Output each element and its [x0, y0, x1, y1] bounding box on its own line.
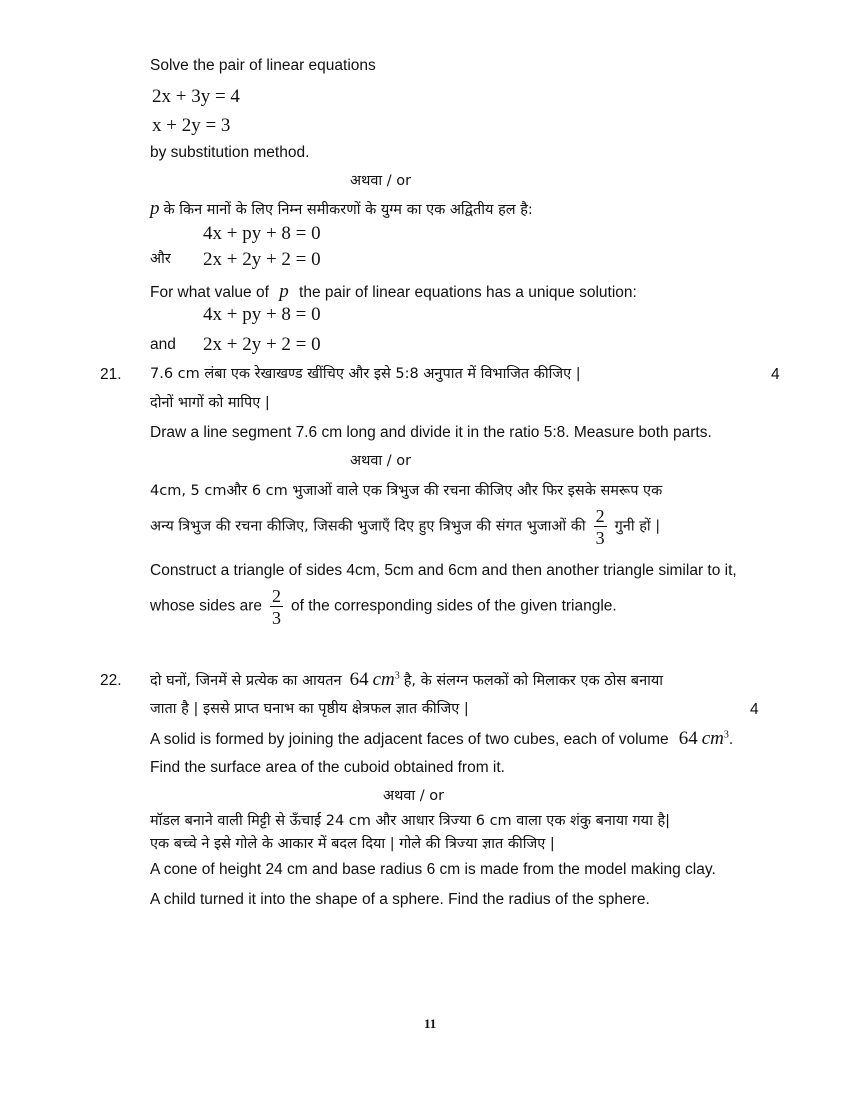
q22-alt-english-line-1: A cone of height 24 cm and base radius 6 cm is made from the model making clay. [150, 861, 716, 878]
q21-alt-en-line-2-after: of the corresponding sides of the given triangle. [291, 597, 617, 615]
q20-equation-2: x + 2y = 3 [152, 115, 231, 136]
q21-hindi-line-1: 7.6 cm लंबा एक रेखाखण्ड खींचिए और इसे 5:8 अनुपात में विभाजित कीजिए | [150, 366, 581, 382]
q22-alt-hindi-line-1: मॉडल बनाने वाली मिट्टी से ऊँचाई 24 cm और आधार त्रिज्या 6 cm वाला एक शंकु बनाया गया है| [150, 813, 671, 829]
q21-alt-english-line-1: Construct a triangle of sides 4cm, 5cm and 6cm and then another triangle similar to it, [150, 562, 737, 579]
volume-value: 64 [349, 669, 369, 690]
and-label: and [150, 336, 176, 353]
fraction-numerator: 2 [595, 506, 605, 526]
q20-alt-en-after: the pair of linear equations has a unique solution: [299, 284, 637, 301]
q22-hindi-line-2: जाता है | इससे प्राप्त घनाभ का पृष्ठीय क्षेत्रफल ज्ञात कीजिए | [150, 701, 469, 717]
volume-unit: cm [372, 669, 395, 690]
or-divider: अथवा / or [350, 453, 412, 469]
q20-intro: Solve the pair of linear equations [150, 57, 376, 74]
q21-alt-en-line-2-before: whose sides are [150, 597, 263, 615]
volume-value: 64 [678, 728, 698, 749]
q22-hindi-line-1-before: दो घनों, जिनमें से प्रत्येक का आयतन [150, 673, 342, 689]
fraction-two-thirds [594, 507, 607, 547]
question-number: 22. [100, 672, 122, 689]
and-label-hindi: और [150, 251, 171, 267]
volume-unit: cm [701, 728, 724, 749]
fraction-two-thirds [270, 587, 283, 627]
q21-english: Draw a line segment 7.6 cm long and divide it in the ratio 5:8. Measure both parts. [150, 424, 712, 441]
fraction-denominator: 3 [272, 608, 282, 628]
period: . [728, 731, 734, 748]
q22-english-line-1 [150, 729, 733, 748]
q20-alt-hindi-question [150, 199, 533, 218]
q20-alt-en-before: For what value of [150, 284, 269, 301]
variable-p: p [150, 198, 160, 219]
question-number: 21. [100, 366, 122, 383]
q22-hindi-line-1 [150, 670, 663, 689]
q21-hindi-line-2: दोनों भागों को मापिए | [150, 395, 270, 411]
q20-alt-english-question [150, 282, 637, 301]
or-divider: अथवा / or [350, 173, 412, 189]
page-number: 11 [424, 1016, 437, 1031]
q21-alt-hindi-line-1: 4cm, 5 cmऔर 6 cm भुजाओं वाले एक त्रिभुज की रचना कीजिए और फिर इसके समरूप एक [150, 483, 663, 499]
q20-alt-equation-2: 2x + 2y + 2 = 0 [203, 249, 321, 270]
q20-method: by substitution method. [150, 144, 310, 161]
volume-exponent: 3 [394, 670, 400, 682]
q22-alt-english-line-2: A child turned it into the shape of a sphere. Find the radius of the sphere. [150, 891, 650, 908]
marks: 4 [750, 701, 759, 718]
q22-en-line-1-text: A solid is formed by joining the adjacent faces of two cubes, each of volume [150, 731, 669, 748]
fraction-numerator: 2 [272, 586, 282, 606]
q20-alt-en-equation-1: 4x + py + 8 = 0 [203, 304, 321, 325]
q22-hindi-line-1-after: है, के संलग्न फलकों को मिलाकर एक ठोस बनाया [403, 673, 664, 689]
q21-alt-hindi-line-2-after: गुनी हों | [614, 518, 661, 535]
or-divider: अथवा / or [383, 788, 445, 804]
q21-alt-english-line-2 [150, 587, 617, 627]
q20-alt-en-equation-2: 2x + 2y + 2 = 0 [203, 334, 321, 355]
q20-alt-hindi-text: के किन मानों के लिए निम्न समीकरणों के युग्म का एक अद्वितीय हल है: [163, 202, 533, 218]
q21-alt-hindi-line-2-before: अन्य त्रिभुज की रचना कीजिए, जिसकी भुजाएँ दिए हुए त्रिभुज की संगत भुजाओं की [150, 518, 586, 535]
q20-alt-equation-1: 4x + py + 8 = 0 [203, 223, 321, 244]
marks: 4 [771, 366, 780, 383]
q22-alt-hindi-line-2: एक बच्चे ने इसे गोले के आकार में बदल दिया | गोले की त्रिज्या ज्ञात कीजिए | [150, 836, 555, 852]
q22-english-line-2: Find the surface area of the cuboid obtained from it. [150, 759, 505, 776]
variable-p: p [279, 281, 289, 302]
fraction-denominator: 3 [595, 528, 605, 548]
q21-alt-hindi-line-2 [150, 507, 660, 547]
q20-equation-1: 2x + 3y = 4 [152, 86, 240, 107]
volume-exponent: 3 [723, 729, 729, 741]
